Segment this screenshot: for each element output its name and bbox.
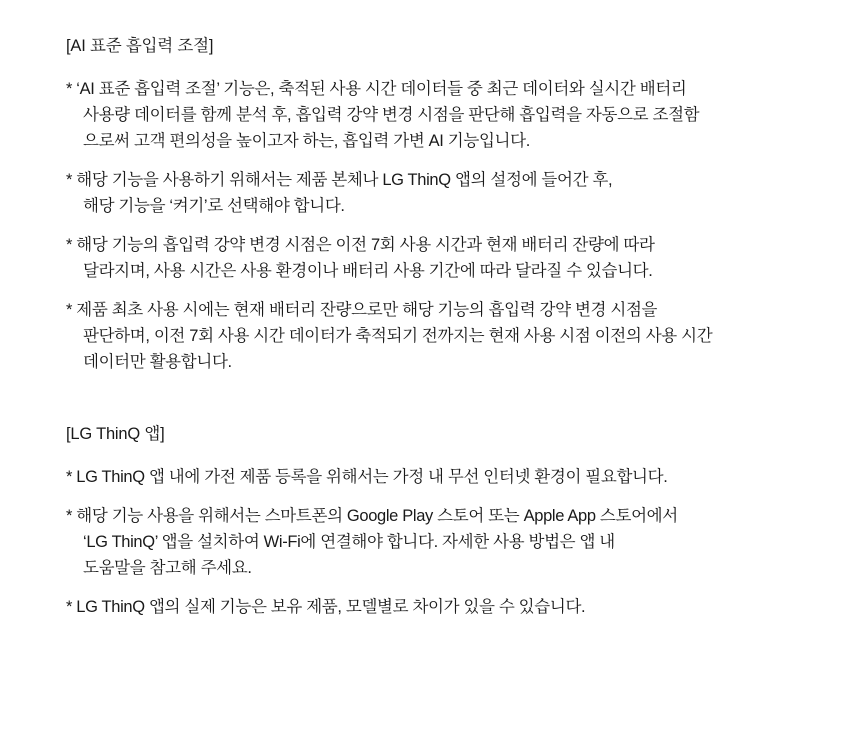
bullet-item xyxy=(66,297,800,375)
bullet-line: * 해당 기능의 흡입력 강약 변경 시점은 이전 7회 사용 시간과 현재 배터리 잔량에 따라 xyxy=(66,235,655,254)
bullet-line: 도움말을 참고해 주세요. xyxy=(83,558,252,577)
section-title: [AI 표준 흡입력 조절] xyxy=(66,37,214,55)
bullet-line: * 해당 기능 사용을 위해서는 스마트폰의 Google Play 스토어 또는 Apple App 스토어에서 xyxy=(66,506,678,525)
section-spacer xyxy=(66,388,800,422)
bullet-line: * 해당 기능을 사용하기 위해서는 제품 본체나 LG ThinQ 앱의 설정에 들어간 후, xyxy=(66,170,613,189)
bullet-line: * 제품 최초 사용 시에는 현재 배터리 잔량으로만 해당 기능의 흡입력 강약 변경 시점을 xyxy=(66,301,658,319)
section-title: [LG ThinQ 앱] xyxy=(66,425,165,444)
bullet-line: * LG ThinQ 앱 내에 가전 제품 등록을 위해서는 가정 내 무선 인터넷 환경이 필요합니다. xyxy=(66,467,668,486)
bullet-item xyxy=(66,76,800,154)
bullet-line: * LG ThinQ 앱의 실제 기능은 보유 제품, 모델별로 차이가 있을 수 있습니다. xyxy=(66,598,586,616)
bullet-item xyxy=(66,232,800,284)
bullet-line: 데이터만 활용합니다. xyxy=(83,353,232,372)
section-lg-thinq-app xyxy=(66,422,800,620)
bullet-item xyxy=(66,503,800,581)
bullet-line: 판단하며, 이전 7회 사용 시간 데이터가 축적되기 전까지는 현재 사용 시점 이전의 사용 시간 xyxy=(83,327,713,346)
bullet-item xyxy=(66,594,800,620)
bullet-line: * ‘AI 표준 흡입력 조절’ 기능은, 축적된 사용 시간 데이터들 중 최근 데이터와 실시간 배터리 xyxy=(66,79,687,98)
bullet-item xyxy=(66,167,800,219)
section-ai-suction-control xyxy=(66,34,800,375)
bullet-line: ‘LG ThinQ’ 앱을 설치하여 Wi-Fi에 연결해야 합니다. 자세한 사용 방법은 앱 내 xyxy=(83,532,615,551)
bullet-item xyxy=(66,464,800,490)
bullet-line: 사용량 데이터를 함께 분석 후, 흡입력 강약 변경 시점을 판단해 흡입력을 자동으로 조절함 xyxy=(83,105,700,124)
bullet-line: 달라지며, 사용 시간은 사용 환경이나 배터리 사용 기간에 따라 달라질 수 있습니다. xyxy=(83,261,653,280)
bullet-line: 으로써 고객 편의성을 높이고자 하는, 흡입력 가변 AI 기능입니다. xyxy=(83,131,530,150)
bullet-line: 해당 기능을 ‘켜기’로 선택해야 합니다. xyxy=(83,196,345,215)
